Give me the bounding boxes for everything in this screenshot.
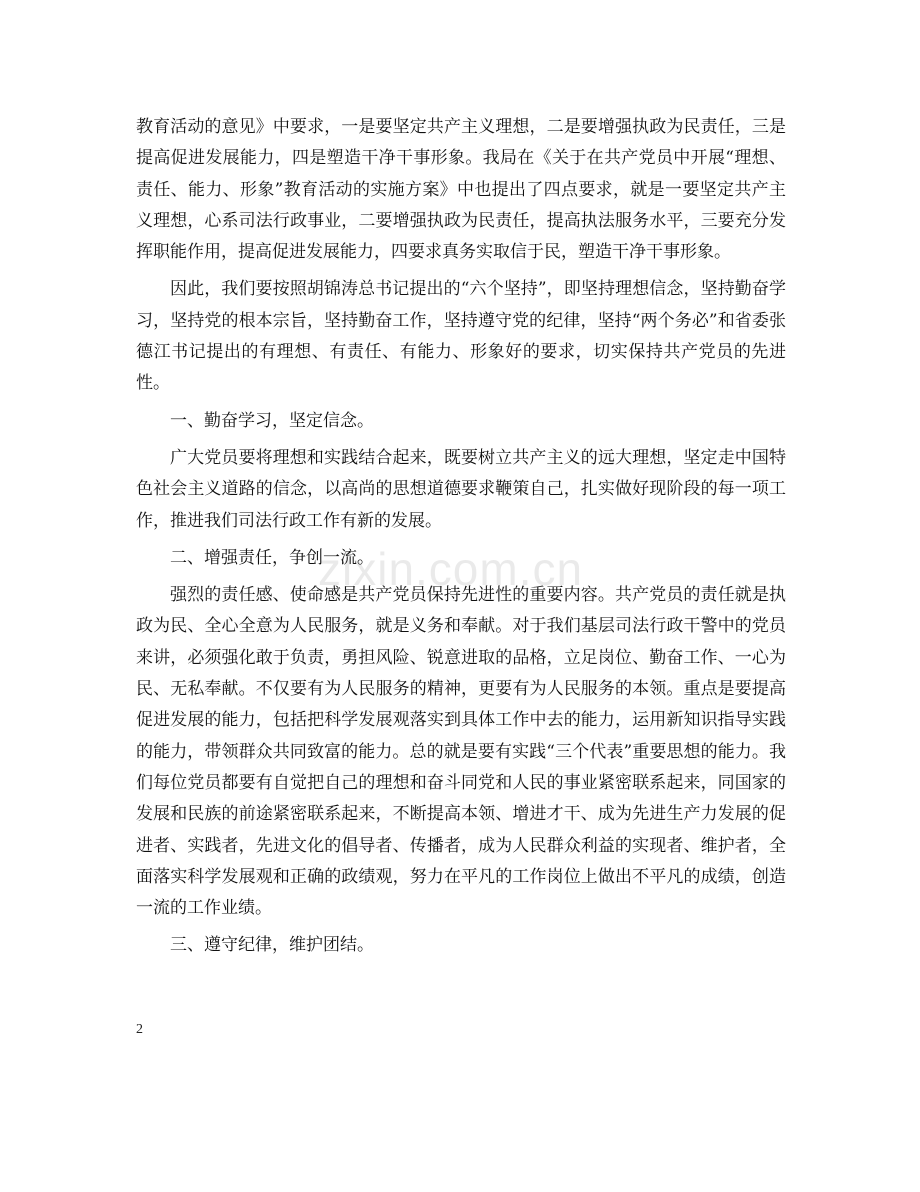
section-heading-3: 三、遵守纪律，维护团结。 (170, 935, 374, 956)
section-heading-2: 二、增强责任，争创一流。 (170, 547, 374, 568)
page-number: 2 (136, 1022, 143, 1037)
paragraph-4: 强烈的责任感、使命感是共产党员保持先进性的重要内容。共产党员的责任就是执政为民、全心全意为人民服务，就是义务和奉献。对于我们基层司法行政干警中的党员来讲，必须强化敢于负责，勇担风险、锐意进取的品格，立足岗位、勤奋工作、一心为民、无私奉献。不仅要有为人民服务的精神，更要有为人民服务的本领。重点是要提高促进发展的能力，包括把科学发展观落实到具体工作中去的能力，运用新知识指导实践的能力，带领群众共同致富的能力。总的就是要有实践“三个代表”重要思想的能力。我们每位党员都要有自觉把自己的理想和奋斗同党和人民的事业紧密联系起来，同国家的发展和民族的前途紧密联系起来，不断提高本领、增进才干、成为先进生产力发展的促进者、实践者，先进文化的倡导者、传播者，成为人民群众利益的实现者、维护者，全面落实科学发展观和正确的政绩观，努力在平凡的工作岗位上做出不平凡的成绩，创造一流的工作业绩。 (136, 585, 786, 919)
paragraph-1: 教育活动的意见》中要求，一是要坚定共产主义理想，二是要增强执政为民责任，三是提高促进发展能力，四是塑造干净干事形象。我局在《关于在共产党员中开展“理想、责任、能力、形象”教育活动的实施方案》中也提出了四点要求，就是一要坚定共产主义理想，心系司法行政事业，二要增强执政为民责任，提高执法服务水平，三要充分发挥职能作用，提高促进发展能力，四要求真务实取信于民，塑造干净干事形象。 (136, 117, 786, 263)
paragraph-2: 因此，我们要按照胡锦涛总书记提出的“六个坚持”，即坚持理想信念，坚持勤奋学习，坚持党的根本宗旨，坚持勤奋工作，坚持遵守党的纪律，坚持“两个务必”和省委张德江书记提出的有理想、有责任、有能力、形象好的要求，切实保持共产党员的先进性。 (136, 279, 786, 394)
paragraph-3: 广大党员要将理想和实践结合起来，既要树立共产主义的远大理想，坚定走中国特色社会主义道路的信念，以高尚的思想道德要求鞭策自己，扎实做好现阶段的每一项工作，推进我们司法行政工作有新的发展。 (136, 447, 786, 531)
document-body (136, 112, 786, 962)
watermark: zixin.com.cn (318, 543, 584, 595)
section-heading-1: 一、勤奋学习，坚定信念。 (170, 410, 374, 431)
